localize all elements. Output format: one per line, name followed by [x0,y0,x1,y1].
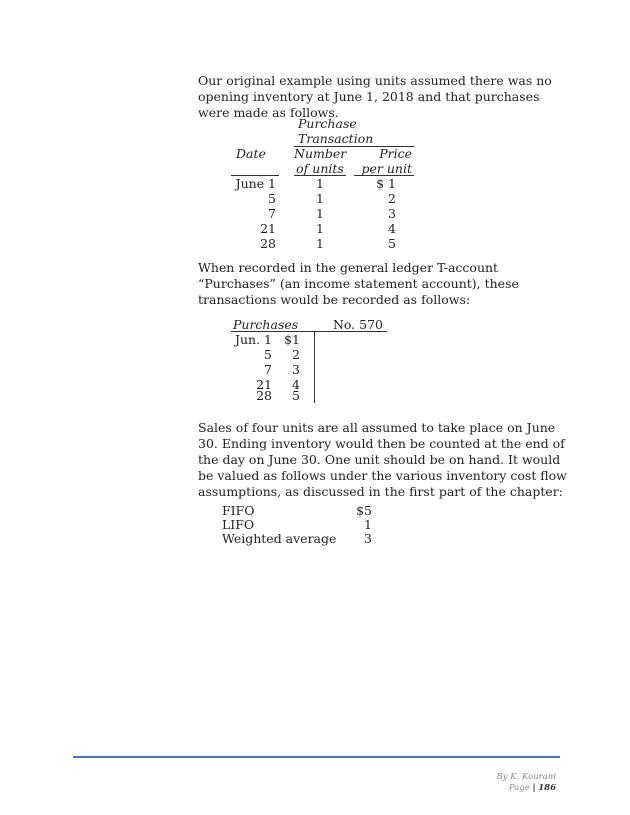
page-number: 186 [538,783,556,793]
row-price: 4 [388,221,396,236]
t-account-number: No. 570 [332,317,383,332]
t-account-name: Purchases [233,317,299,332]
t-row-amount: $1 [284,332,300,347]
valuation-method: Weighted average [222,531,337,546]
page-label: Page [508,783,530,793]
sales-paragraph: Sales of four units are all assumed to take place on June 30. Ending inventory would then be counted at the end of the day on June 30. One unit should be on hand. It would be valued as follows under the various inventory cost flow assumptions, as discussed in the first part of the chapter: [198,420,567,499]
footer-page [509,783,556,794]
page-separator: | [532,783,536,793]
group-header-line2: Transaction [298,131,374,146]
col-price-header-2: per unit [361,161,412,176]
row-units: 1 [316,176,324,191]
footer-rule [73,756,560,758]
row-date: 21 [260,221,276,236]
t-row-amount: 4 [292,377,300,392]
valuation-method: FIFO [222,503,255,518]
t-row-date: 5 [264,347,272,362]
row-units: 1 [316,191,324,206]
row-units: 1 [316,206,324,221]
row-date: 5 [268,191,276,206]
row-price: $ 1 [376,176,396,191]
row-units: 1 [316,236,324,251]
t-row-date: 7 [264,362,272,377]
group-header-line1: Purchase [298,116,357,131]
t-row-amount: 5 [292,388,300,403]
row-date: June 1 [235,176,276,191]
row-price: 2 [388,191,396,206]
valuation-value: $5 [356,503,372,518]
ledger-paragraph: When recorded in the general ledger T-account “Purchases” (an income statement account), these transactions would be recorded as follows: [198,260,519,307]
t-row-amount: 3 [292,362,300,377]
row-price: 3 [388,206,396,221]
valuation-method: LIFO [222,517,255,532]
t-row-date: 28 [256,388,272,403]
intro-paragraph: Our original example using units assumed there was no opening inventory at June 1, 2018 and that purchases were made as follows. [198,73,552,120]
t-account-divider [314,331,315,403]
row-units: 1 [316,221,324,236]
col-units-header-1: Number [294,146,347,161]
row-date: 28 [260,236,276,251]
row-date: 7 [268,206,276,221]
t-row-amount: 2 [292,347,300,362]
col-units-header-2: of units [296,161,344,176]
t-row-date: 21 [256,377,272,392]
col-price-header-1: Price [379,146,412,161]
footer-author: By K. Kourani [496,772,556,782]
row-price: 5 [388,236,396,251]
t-row-date: Jun. 1 [234,332,272,347]
valuation-value: 1 [364,517,372,532]
valuation-value: 3 [364,531,372,546]
col-date-header: Date [236,146,266,161]
